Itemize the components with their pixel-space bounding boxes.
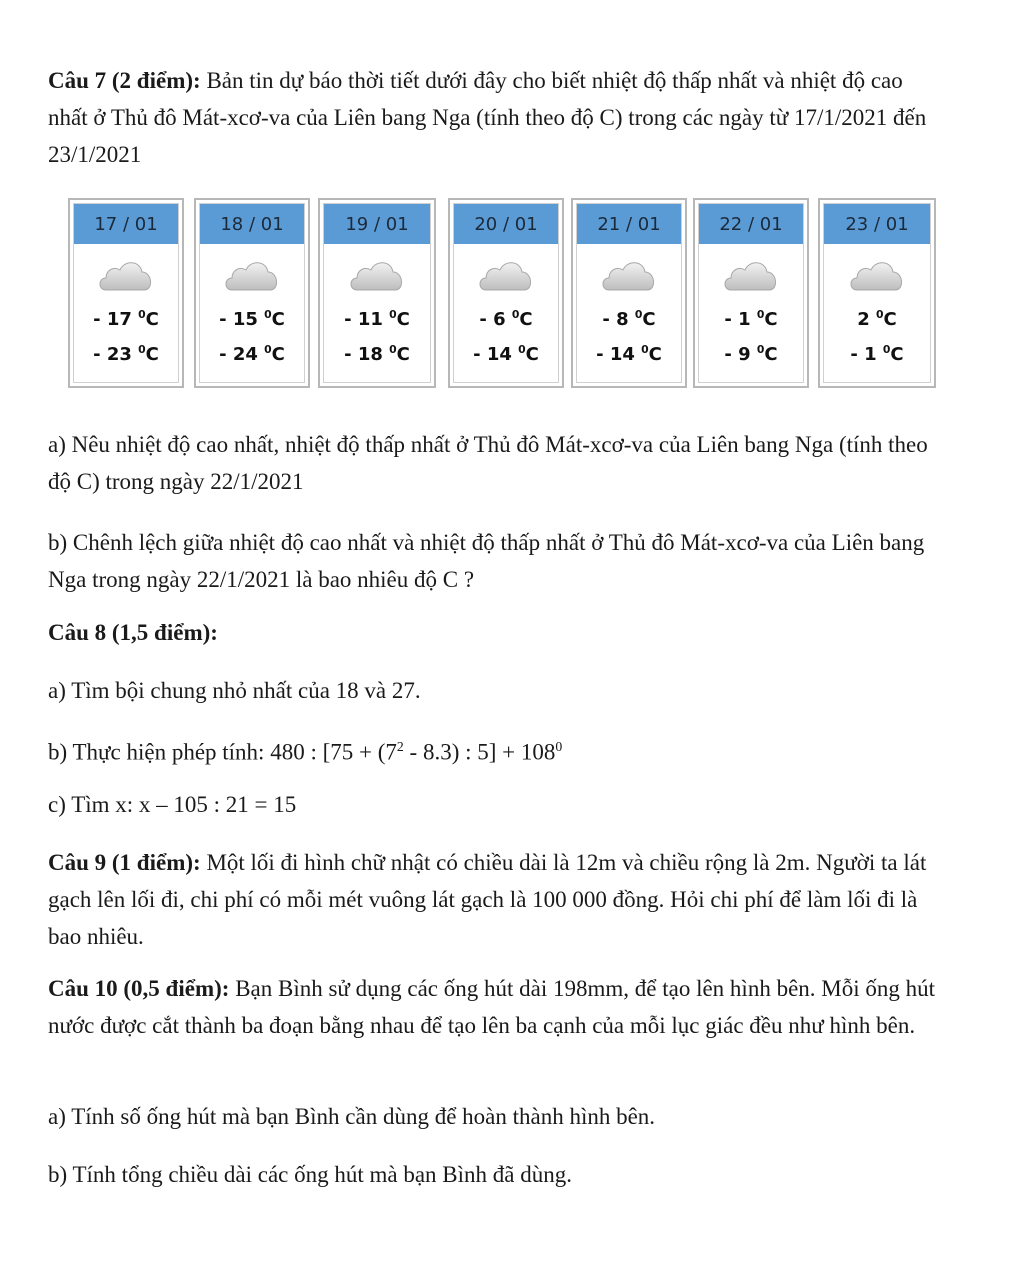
forecast-date: 23 / 01 <box>824 204 930 244</box>
forecast-card-inner <box>323 203 431 383</box>
forecast-card-inner <box>576 203 682 383</box>
forecast-high-temp: 2 $^0$C <box>857 308 897 330</box>
forecast-high-temp: - 1 $^0$C <box>724 308 778 330</box>
q10-text: Bạn Bình sử dụng các ống hút dài 198mm, để tạo lên hình bên. Mỗi ống hút nước được cắt thành ba đoạn bằng nhau để tạo lên ba cạnh của mỗi lục giác đều như hình bên. <box>48 976 936 1038</box>
forecast-card-6 <box>818 198 936 388</box>
q8b-text <box>48 728 948 771</box>
cloud-icon <box>721 256 781 294</box>
q10-paragraph <box>48 970 948 1044</box>
q8b-exponent2: 0 <box>555 739 563 754</box>
forecast-card-inner <box>73 203 179 383</box>
q8b-exponent: 2 <box>396 739 404 754</box>
forecast-high-temp: - 15 $^0$C <box>219 308 285 330</box>
forecast-card-4 <box>571 198 687 388</box>
forecast-card-inner <box>698 203 804 383</box>
q8b-part1: b) Thực hiện phép tính: 480 : [75 + (7 <box>48 739 397 765</box>
q7-label: Câu 7 (2 điểm): <box>48 68 201 93</box>
forecast-low-temp: - 14 $^0$C <box>473 343 539 365</box>
forecast-date: 22 / 01 <box>699 204 803 244</box>
forecast-card-1 <box>194 198 310 388</box>
q8-label <box>48 614 948 651</box>
forecast-high-temp: - 17 $^0$C <box>93 308 159 330</box>
forecast-date: 21 / 01 <box>577 204 681 244</box>
forecast-low-temp: - 9 $^0$C <box>724 343 778 365</box>
q8-label-text: Câu 8 (1,5 điểm): <box>48 620 218 645</box>
forecast-card-0 <box>68 198 184 388</box>
q10a-text: a) Tính số ống hút mà bạn Bình cần dùng để hoàn thành hình bên. <box>48 1104 656 1129</box>
forecast-low-temp: - 24 $^0$C <box>219 343 285 365</box>
q7b-text: b) Chênh lệch giữa nhiệt độ cao nhất và nhiệt độ thấp nhất ở Thủ đô Mát-xcơ-va của Liên bang Nga trong ngày 22/1/2021 là bao nhiêu độ C ? <box>48 530 925 592</box>
q9-paragraph <box>48 844 948 955</box>
forecast-card-inner <box>453 203 559 383</box>
q9-text: Một lối đi hình chữ nhật có chiều dài là 12m và chiều rộng là 2m. Người ta lát gạch lên lối đi, chi phí có mỗi mét vuông lát gạch là 100 000 đồng. Hỏi chi phí để làm lối đi là bao nhiêu. <box>48 850 927 949</box>
q8b-part2: - 8.3) : 5] + 108 <box>403 739 556 765</box>
q7a-text: a) Nêu nhiệt độ cao nhất, nhiệt độ thấp nhất ở Thủ đô Mát-xcơ-va của Liên bang Nga (tính theo độ C) trong ngày 22/1/2021 <box>48 432 928 494</box>
cloud-icon <box>599 256 659 294</box>
q9-label: Câu 9 (1 điểm): <box>48 850 201 875</box>
forecast-high-temp: - 11 $^0$C <box>344 308 410 330</box>
forecast-low-temp: - 1 $^0$C <box>850 343 904 365</box>
weather-forecast-table <box>68 198 938 390</box>
forecast-date: 17 / 01 <box>74 204 178 244</box>
q8c-text: c) Tìm x: x – 105 : 21 = 15 <box>48 792 297 817</box>
forecast-card-5 <box>693 198 809 388</box>
forecast-card-3 <box>448 198 564 388</box>
forecast-card-inner <box>199 203 305 383</box>
q7-intro: Bản tin dự báo thời tiết dưới đây cho biết nhiệt độ thấp nhất và nhiệt độ cao nhất ở Thủ đô Mát-xcơ-va của Liên bang Nga (tính theo độ C) trong các ngày từ 17/1/2021 đến 23/1/2021 <box>48 68 927 167</box>
forecast-card-2 <box>318 198 436 388</box>
q10b-text: b) Tính tổng chiều dài các ống hút mà bạn Bình đã dùng. <box>48 1162 572 1187</box>
cloud-icon <box>96 256 156 294</box>
cloud-icon <box>847 256 907 294</box>
q7-paragraph <box>48 62 948 173</box>
forecast-date: 20 / 01 <box>454 204 558 244</box>
forecast-high-temp: - 6 $^0$C <box>479 308 533 330</box>
cloud-icon <box>222 256 282 294</box>
q8a-text: a) Tìm bội chung nhỏ nhất của 18 và 27. <box>48 678 421 703</box>
forecast-low-temp: - 23 $^0$C <box>93 343 159 365</box>
forecast-date: 19 / 01 <box>324 204 430 244</box>
forecast-date: 18 / 01 <box>200 204 304 244</box>
forecast-high-temp: - 8 $^0$C <box>602 308 656 330</box>
cloud-icon <box>347 256 407 294</box>
forecast-low-temp: - 18 $^0$C <box>344 343 410 365</box>
cloud-icon <box>476 256 536 294</box>
q10-label: Câu 10 (0,5 điểm): <box>48 976 230 1001</box>
forecast-card-inner <box>823 203 931 383</box>
forecast-low-temp: - 14 $^0$C <box>596 343 662 365</box>
